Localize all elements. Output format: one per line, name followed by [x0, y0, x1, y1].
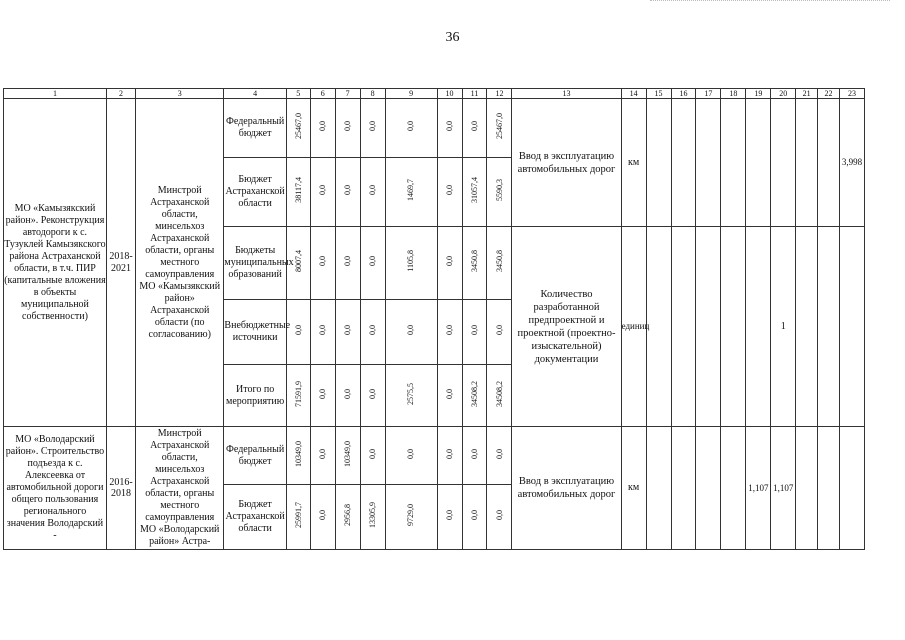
table-row	[4, 99, 865, 158]
value-cell	[335, 99, 360, 158]
value-cell	[335, 300, 360, 365]
indicator-value-cell	[696, 227, 721, 427]
value-cell	[487, 365, 512, 427]
value-cell	[437, 365, 462, 427]
value-text: 0,0	[368, 325, 377, 336]
indicator-value-cell	[839, 427, 864, 550]
value-cell	[360, 485, 385, 550]
value-cell	[286, 427, 310, 485]
header-cell: 22	[818, 89, 840, 99]
indicator-value-cell	[721, 427, 746, 550]
value-cell	[487, 99, 512, 158]
indicator-value-cell	[721, 99, 746, 227]
value-cell	[385, 300, 437, 365]
value-cell	[360, 158, 385, 227]
value-text: 0,0	[469, 121, 479, 132]
value-text: 0,0	[343, 325, 353, 336]
header-cell: 17	[696, 89, 721, 99]
funding-source-cell: Бюджет Астраханской области	[224, 485, 286, 550]
value-text: 0,0	[368, 448, 377, 459]
value-cell	[437, 158, 462, 227]
value-text: 0,0	[444, 388, 454, 399]
value-cell	[310, 158, 335, 227]
value-cell	[335, 365, 360, 427]
value-text: 0,0	[444, 325, 454, 336]
header-cell: 9	[385, 89, 437, 99]
value-cell	[310, 227, 335, 300]
value-text: 0,0	[318, 448, 328, 459]
value-text: 0,0	[469, 510, 479, 521]
value-cell	[487, 427, 512, 485]
value-text: 2575,5	[406, 382, 416, 405]
value-cell	[385, 365, 437, 427]
value-text: 0,0	[469, 448, 479, 459]
value-text: 25467,0	[494, 113, 504, 140]
header-cell: 18	[721, 89, 746, 99]
header-cell: 13	[512, 89, 621, 99]
value-cell	[385, 227, 437, 300]
header-cell: 10	[437, 89, 462, 99]
value-text: 25467,0	[293, 113, 303, 140]
header-cell: 16	[671, 89, 696, 99]
top-edge-mark	[650, 0, 890, 2]
indicator-unit-cell: км	[621, 99, 646, 227]
value-cell	[335, 227, 360, 300]
indicator-value-cell	[671, 227, 696, 427]
indicator-value-cell	[818, 427, 840, 550]
value-text: 34508,2	[469, 380, 479, 407]
value-cell	[360, 365, 385, 427]
value-text: 10349,0	[343, 440, 353, 467]
value-cell	[462, 99, 487, 158]
value-cell	[462, 365, 487, 427]
value-text: 0,0	[444, 448, 454, 459]
program-table	[3, 88, 865, 550]
object-name-cell: МО «Камызякский район». Реконструкция автодороги к с. Тузуклей Камызякского района Астраханской области, в т.ч. ПИР (капитальные вложения в объекты муниципальной собственности)	[4, 99, 107, 427]
value-text: 1469,7	[406, 179, 416, 202]
funding-source-cell: Бюджеты муниципальных образований	[224, 227, 286, 300]
indicator-unit-cell: км	[621, 427, 646, 550]
value-text: 0,0	[444, 256, 454, 267]
header-cell: 6	[310, 89, 335, 99]
table-row	[4, 427, 865, 485]
indicator-value-cell	[818, 99, 840, 227]
value-cell	[310, 485, 335, 550]
value-text: 0,0	[494, 448, 504, 459]
value-text: 0,0	[293, 325, 303, 336]
executor-cell: Минстрой Астраханской области, минсельхоз Астраханской области, органы местного самоуправления МО «Володарский район» Астра-	[136, 427, 224, 550]
value-cell	[335, 158, 360, 227]
value-cell	[310, 99, 335, 158]
value-cell	[360, 427, 385, 485]
value-cell	[286, 365, 310, 427]
value-cell	[437, 99, 462, 158]
value-text: 0,0	[406, 325, 416, 336]
indicator-value-cell	[818, 227, 840, 427]
value-text: 8007,4	[293, 250, 303, 273]
page-number: 36	[445, 30, 460, 45]
value-cell	[335, 485, 360, 550]
value-text: 34508,2	[494, 380, 504, 407]
value-cell	[385, 158, 437, 227]
value-text: 31057,4	[469, 177, 479, 204]
value-cell	[487, 227, 512, 300]
value-cell	[286, 99, 310, 158]
value-text: 0,0	[444, 510, 454, 521]
indicator-value-cell	[671, 427, 696, 550]
value-cell	[310, 365, 335, 427]
executor-cell: Минстрой Астраханской области, минсельхоз Астраханской области, органы местного самоуправления МО «Камызякский район» Астраханской области (по согласованию)	[136, 99, 224, 427]
header-cell: 4	[224, 89, 286, 99]
value-cell	[335, 427, 360, 485]
value-cell	[385, 427, 437, 485]
years-cell: 2018-2021	[106, 99, 135, 427]
indicator-value-cell	[796, 227, 818, 427]
indicator-value-cell: 1	[771, 227, 796, 427]
value-cell	[310, 300, 335, 365]
value-text: 1105,8	[406, 250, 416, 273]
value-cell	[462, 227, 487, 300]
value-text: 0,0	[444, 185, 454, 196]
indicator-value-cell	[696, 427, 721, 550]
header-cell: 1	[4, 89, 107, 99]
value-text: 0,0	[318, 121, 328, 132]
value-text: 5590,3	[494, 179, 504, 202]
indicator-value-cell	[746, 99, 771, 227]
value-cell	[385, 485, 437, 550]
indicator-value-cell	[796, 427, 818, 550]
indicator-unit-cell: единиц	[621, 227, 646, 427]
value-cell	[437, 427, 462, 485]
indicator-value-cell	[671, 99, 696, 227]
indicator-value-cell	[771, 99, 796, 227]
value-text: 10349,0	[293, 440, 303, 467]
indicator-value-cell	[646, 99, 671, 227]
value-cell	[487, 300, 512, 365]
value-cell	[286, 485, 310, 550]
value-text: 13305,9	[368, 502, 377, 529]
indicator-value-cell	[796, 99, 818, 227]
header-cell: 20	[771, 89, 796, 99]
value-cell	[360, 99, 385, 158]
value-text: 0,0	[494, 325, 504, 336]
value-text: 0,0	[343, 185, 353, 196]
value-cell	[385, 99, 437, 158]
header-cell: 11	[462, 89, 487, 99]
value-cell	[286, 158, 310, 227]
value-text: 0,0	[469, 325, 479, 336]
value-text: 0,0	[368, 121, 377, 132]
header-cell: 23	[839, 89, 864, 99]
header-cell: 14	[621, 89, 646, 99]
funding-source-cell: Федеральный бюджет	[224, 427, 286, 485]
indicator-value-cell	[646, 227, 671, 427]
value-text: 0,0	[318, 256, 328, 267]
funding-source-cell: Федеральный бюджет	[224, 99, 286, 158]
value-text: 0,0	[318, 388, 328, 399]
value-text: 0,0	[406, 121, 416, 132]
header-cell: 21	[796, 89, 818, 99]
indicator-value-cell: 1,107	[771, 427, 796, 550]
indicator-value-cell	[839, 227, 864, 427]
value-text: 0,0	[368, 185, 377, 196]
header-cell: 8	[360, 89, 385, 99]
value-cell	[360, 300, 385, 365]
value-text: 0,0	[406, 448, 416, 459]
value-text: 0,0	[368, 388, 377, 399]
value-cell	[487, 485, 512, 550]
funding-source-cell: Итого по мероприятию	[224, 365, 286, 427]
funding-source-cell: Бюджет Астраханской области	[224, 158, 286, 227]
indicator-name-cell: Ввод в эксплуатацию автомобильных дорог	[512, 99, 621, 227]
indicator-value-cell	[746, 227, 771, 427]
value-text: 9729,0	[406, 504, 416, 527]
value-text: 38117,4	[293, 177, 303, 204]
value-text: 0,0	[343, 121, 353, 132]
years-cell: 2016-2018	[106, 427, 135, 550]
value-text: 0,0	[494, 510, 504, 521]
header-cell: 7	[335, 89, 360, 99]
value-cell	[462, 485, 487, 550]
header-cell: 2	[106, 89, 135, 99]
indicator-value-cell	[721, 227, 746, 427]
value-text: 0,0	[368, 256, 377, 267]
funding-source-cell: Внебюджетные источники	[224, 300, 286, 365]
object-name-cell: МО «Володарский район». Строительство подъезда к с. Алексеевка от автомобильной дороги общего пользования регионального значения Володарский -	[4, 427, 107, 550]
value-cell	[487, 158, 512, 227]
value-cell	[310, 427, 335, 485]
value-cell	[360, 227, 385, 300]
indicator-value-cell: 1,107	[746, 427, 771, 550]
value-text: 2956,8	[343, 504, 353, 527]
header-cell: 12	[487, 89, 512, 99]
header-cell: 19	[746, 89, 771, 99]
value-text: 0,0	[318, 510, 328, 521]
value-text: 71591,9	[293, 380, 303, 407]
indicator-value-cell: 3,998	[839, 99, 864, 227]
header-cell: 3	[136, 89, 224, 99]
value-cell	[462, 300, 487, 365]
value-cell	[462, 158, 487, 227]
value-text: 25991,7	[293, 502, 303, 529]
indicator-name-cell: Ввод в эксплуатацию автомобильных дорог	[512, 427, 621, 550]
indicator-value-cell	[646, 427, 671, 550]
header-cell: 5	[286, 89, 310, 99]
value-cell	[437, 227, 462, 300]
value-text: 0,0	[343, 256, 353, 267]
value-text: 3450,8	[494, 250, 504, 273]
value-text: 0,0	[318, 325, 328, 336]
indicator-name-cell: Количество разработанной предпроектной и проектной (проектно-изыскательной) документации	[512, 227, 621, 427]
header-row	[4, 89, 865, 99]
header-cell: 15	[646, 89, 671, 99]
value-text: 0,0	[444, 121, 454, 132]
value-cell	[286, 300, 310, 365]
indicator-value-cell	[696, 99, 721, 227]
value-cell	[437, 300, 462, 365]
value-cell	[437, 485, 462, 550]
value-text: 3450,8	[469, 250, 479, 273]
value-text: 0,0	[343, 388, 353, 399]
value-text: 0,0	[318, 185, 328, 196]
value-cell	[462, 427, 487, 485]
